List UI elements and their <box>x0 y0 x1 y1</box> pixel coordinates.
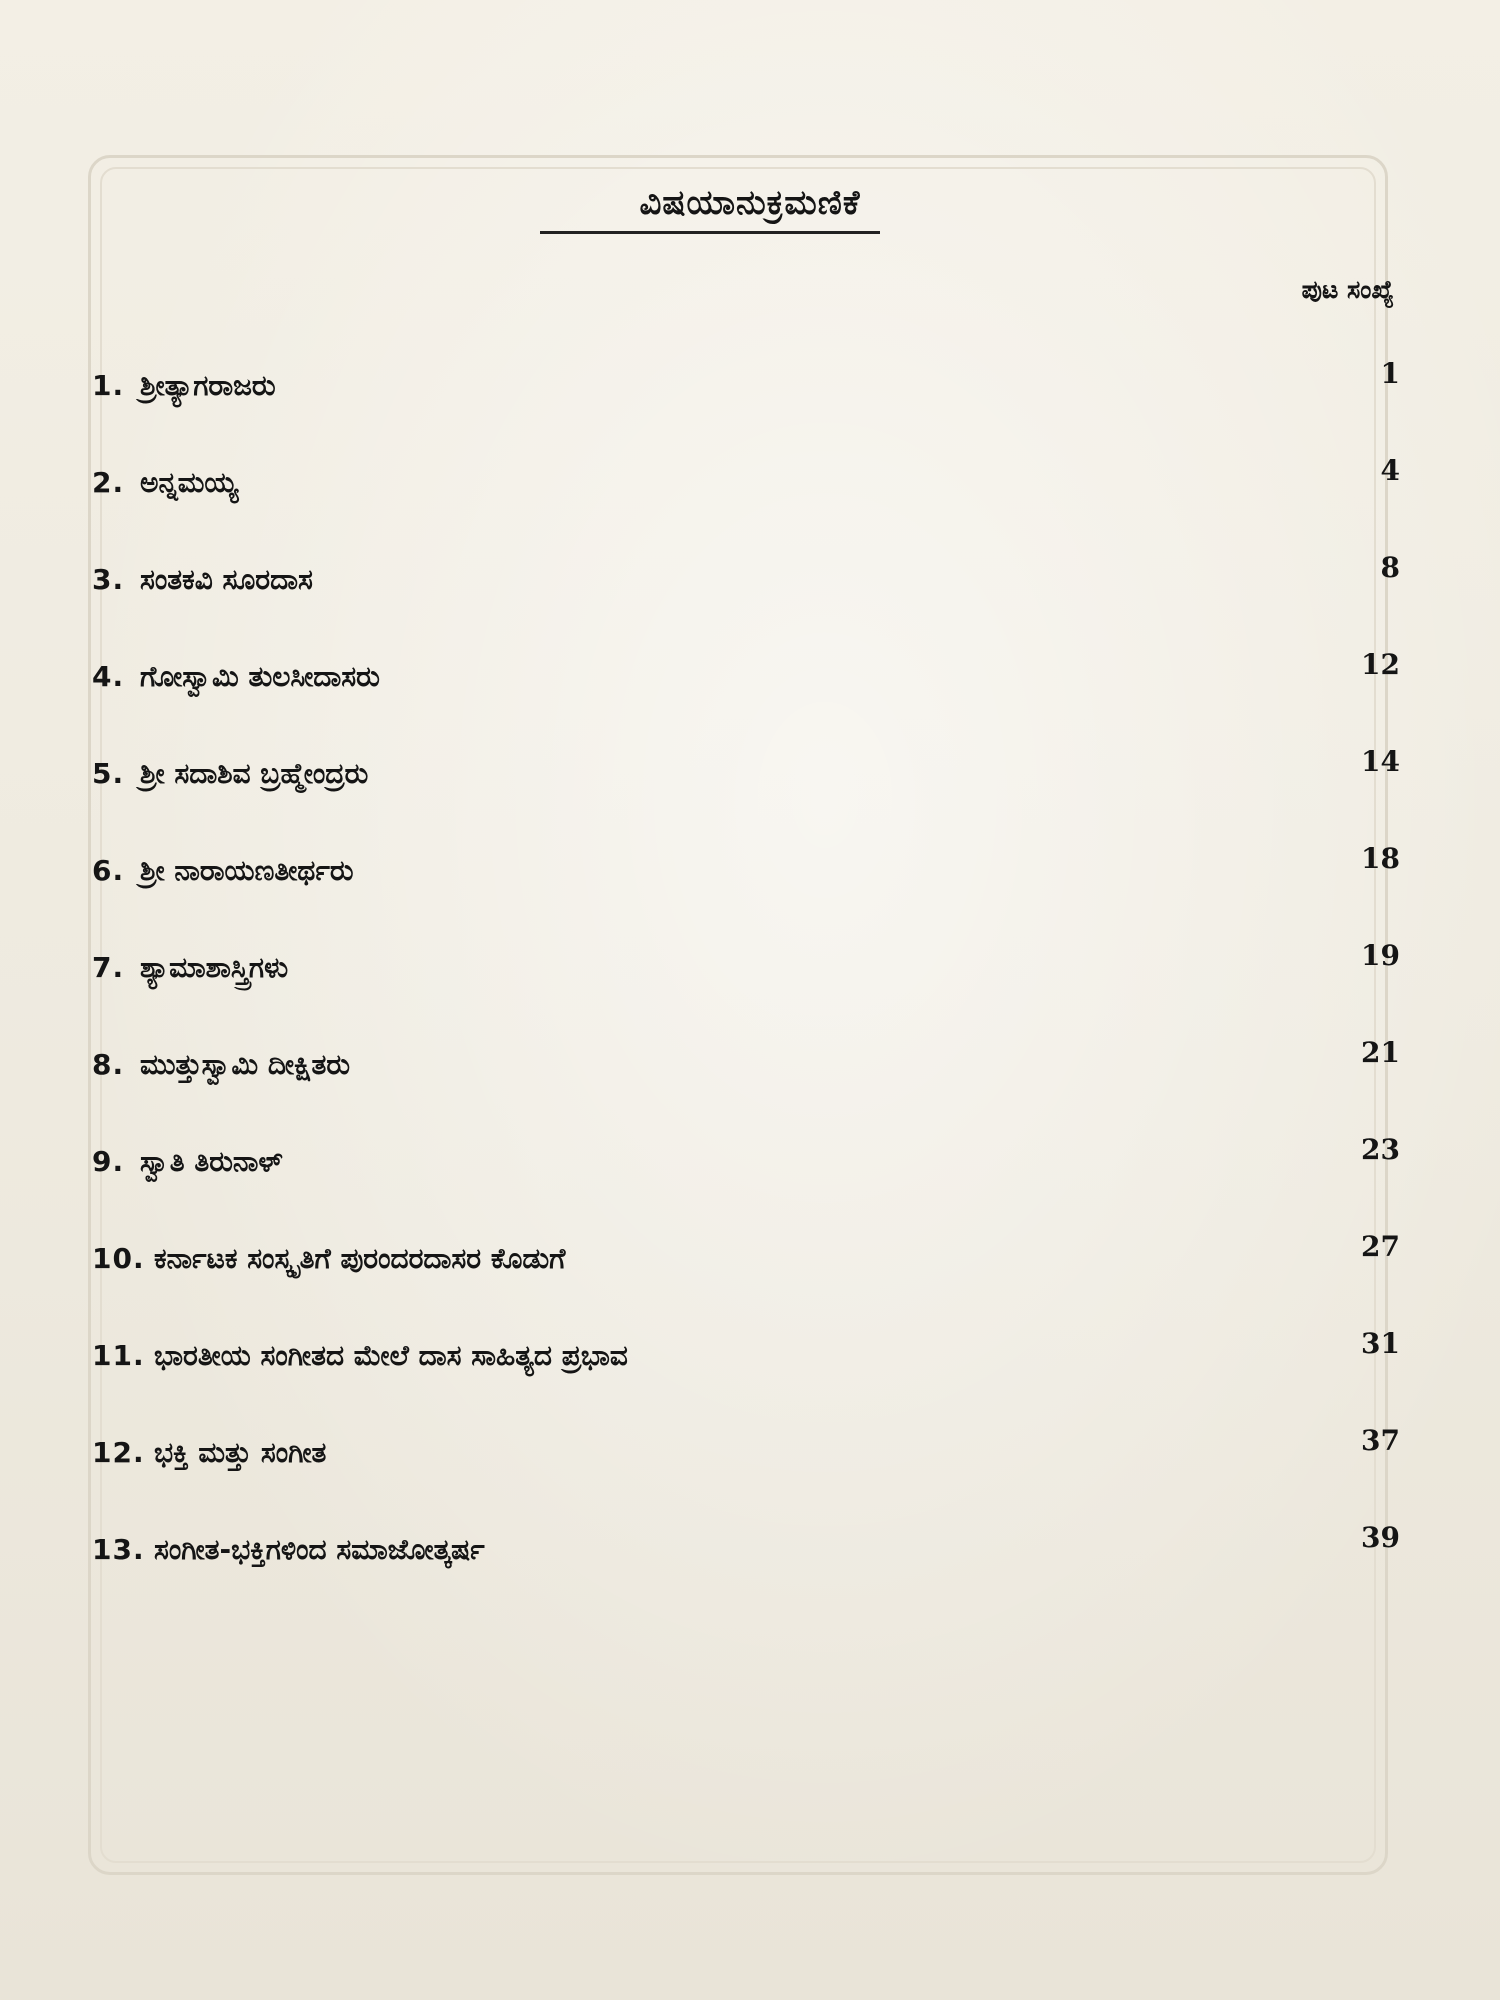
entry-number: 10. <box>92 1242 145 1275</box>
entry-number: 13. <box>92 1533 145 1566</box>
entry-title: ಶ್ರೀ ನಾರಾಯಣತೀರ್ಥರು <box>140 854 354 887</box>
entry-title: ಕರ್ನಾಟಕ ಸಂಸ್ಕೃತಿಗೆ ಪುರಂದರದಾಸರ ಕೊಡುಗೆ <box>154 1242 566 1275</box>
entry-title: ಮುತ್ತುಸ್ವಾಮಿ ದೀಕ್ಷಿತರು <box>140 1048 351 1081</box>
entry-title: ಸಂಗೀತ-ಭಕ್ತಿಗಳಿಂದ ಸಮಾಜೋತ್ಕರ್ಷ <box>154 1533 485 1566</box>
entry-number: 12. <box>92 1436 145 1469</box>
entry-page-number: 1 <box>1380 357 1400 390</box>
toc-entry[interactable] <box>92 551 1400 648</box>
entry-page-number: 31 <box>1361 1327 1400 1360</box>
toc-entry[interactable] <box>92 454 1400 551</box>
entry-page-number: 37 <box>1361 1424 1400 1457</box>
entry-page-number: 19 <box>1361 939 1400 972</box>
table-of-contents <box>92 357 1400 1618</box>
entry-title: ಶ್ರೀ ಸದಾಶಿವ ಬ್ರಹ್ಮೇಂದ್ರರು <box>140 757 369 790</box>
page-title: ವಿಷಯಾನುಕ್ರಮಣಿಕೆ <box>639 183 861 223</box>
toc-entry[interactable] <box>92 1327 1400 1424</box>
toc-entry[interactable] <box>92 1521 1400 1618</box>
toc-entry[interactable] <box>92 1230 1400 1327</box>
title-underline <box>540 231 880 234</box>
entry-page-number: 23 <box>1361 1133 1400 1166</box>
entry-number: 8. <box>92 1048 125 1081</box>
toc-entry[interactable] <box>92 939 1400 1036</box>
entry-title: ಭಾರತೀಯ ಸಂಗೀತದ ಮೇಲೆ ದಾಸ ಸಾಹಿತ್ಯದ ಪ್ರಭಾವ <box>154 1339 628 1372</box>
entry-title: ಶ್ರೀತ್ಯಾಗರಾಜರು <box>140 369 276 402</box>
toc-entry[interactable] <box>92 1036 1400 1133</box>
entry-title: ಅನ್ನಮಯ್ಯ <box>140 466 239 499</box>
entry-title: ಭಕ್ತಿ ಮತ್ತು ಸಂಗೀತ <box>154 1436 327 1469</box>
toc-entry[interactable] <box>92 357 1400 454</box>
entry-number: 7. <box>92 951 125 984</box>
entry-number: 2. <box>92 466 125 499</box>
toc-entry[interactable] <box>92 745 1400 842</box>
entry-number: 9. <box>92 1145 125 1178</box>
entry-number: 4. <box>92 660 125 693</box>
toc-entry[interactable] <box>92 648 1400 745</box>
entry-title: ಶ್ಯಾಮಾಶಾಸ್ತ್ರಿಗಳು <box>140 951 289 984</box>
entry-page-number: 27 <box>1361 1230 1400 1263</box>
entry-page-number: 39 <box>1361 1521 1400 1554</box>
entry-page-number: 12 <box>1361 648 1400 681</box>
entry-number: 6. <box>92 854 125 887</box>
entry-page-number: 18 <box>1361 842 1400 875</box>
entry-page-number: 4 <box>1380 454 1400 487</box>
entry-page-number: 8 <box>1380 551 1400 584</box>
entry-title: ಸ್ವಾತಿ ತಿರುನಾಳ್ <box>140 1145 283 1178</box>
page-number-column-header: ಪುಟ ಸಂಖ್ಯೆ <box>1301 275 1394 304</box>
entry-page-number: 14 <box>1361 745 1400 778</box>
entry-number: 3. <box>92 563 125 596</box>
entry-number: 5. <box>92 757 125 790</box>
toc-entry[interactable] <box>92 842 1400 939</box>
entry-page-number: 21 <box>1361 1036 1400 1069</box>
toc-entry[interactable] <box>92 1133 1400 1230</box>
toc-entry[interactable] <box>92 1424 1400 1521</box>
entry-number: 1. <box>92 369 125 402</box>
entry-title: ಸಂತಕವಿ ಸೂರದಾಸ <box>140 563 313 596</box>
entry-title: ಗೋಸ್ವಾಮಿ ತುಲಸೀದಾಸರು <box>140 660 380 693</box>
entry-number: 11. <box>92 1339 145 1372</box>
